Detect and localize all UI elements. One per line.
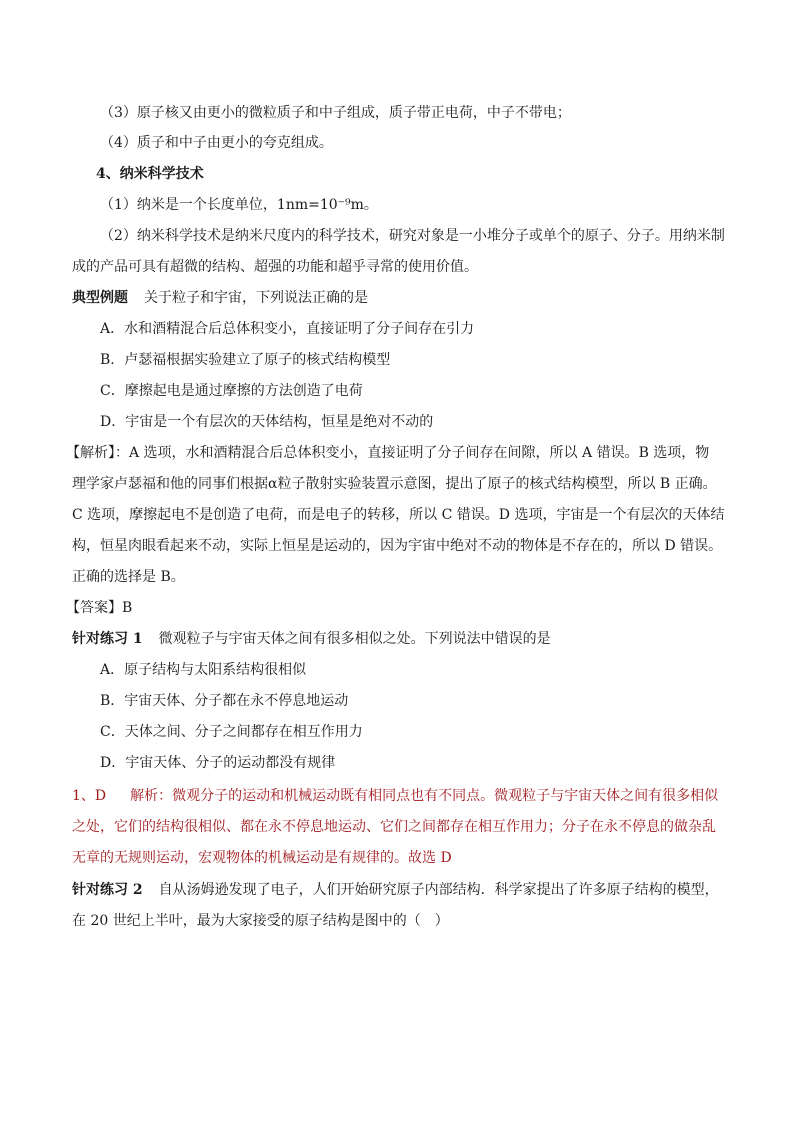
practice1-answer-line xyxy=(72,786,718,806)
option-d: D．宇宙天体、分子的运动都没有规律 xyxy=(100,755,336,771)
practice1-answer-line: 之处，它们的结构很相似、都在永不停息地运动、它们之间都存在相互作用力；分子在永不停息的做杂乱 xyxy=(72,819,716,835)
analysis-line: 【解析】：A 选项，水和酒精混合后总体积变小，直接证明了分子间存在间隙，所以 A 错误。B 选项，物 xyxy=(66,445,710,461)
practice1-question: 微观粒子与宇宙天体之间有很多相似之处。下列说法中错误的是 xyxy=(158,631,551,647)
practice2-label: 针对练习 2 xyxy=(72,882,143,898)
option-a: A．原子结构与太阳系结构很相似 xyxy=(100,662,307,678)
text-line: （1）纳米是一个长度单位，1nm=10⁻⁹m。 xyxy=(100,197,378,213)
analysis-line: 理学家卢瑟福和他的同事们根据α粒子散射实验装置示意图，提出了原子的核式结构模型，所以 B 正确。 xyxy=(72,476,717,492)
analysis-line: 正确的选择是 B。 xyxy=(72,569,185,585)
example-question: 关于粒子和宇宙，下列说法正确的是 xyxy=(144,290,368,306)
analysis-line: C 选项，摩擦起电不是创造了电荷，而是电子的转移，所以 C 错误。D 选项，宇宙是一个有层次的天体结 xyxy=(72,507,725,523)
option-b: B．宇宙天体、分子都在永不停息地运动 xyxy=(100,693,349,709)
text-line: 成的产品可具有超微的结构、超强的功能和超乎寻常的使用价值。 xyxy=(72,259,478,275)
analysis-line: 构，恒星肉眼看起来不动，实际上恒星是运动的，因为宇宙中绝对不动的物体是不存在的，所以 D 错误。 xyxy=(72,538,723,554)
option-b: B．卢瑟福根据实验建立了原子的核式结构模型 xyxy=(100,352,391,368)
practice1-answer-text: 解析：微观分子的运动和机械运动既有相同点也有不同点。微观粒子与宇宙天体之间有很多相似 xyxy=(130,788,719,804)
example-answer: 【答案】B xyxy=(66,600,133,616)
practice1-label: 针对练习 1 xyxy=(72,631,143,647)
text-line: （4）质子和中子由更小的夸克组成。 xyxy=(100,135,333,151)
option-a: A．水和酒精混合后总体积变小，直接证明了分子间存在引力 xyxy=(100,321,475,337)
example-question-line xyxy=(72,288,368,308)
practice1-answer-prefix: 1、D xyxy=(72,788,107,804)
option-d: D．宇宙是一个有层次的天体结构，恒星是绝对不动的 xyxy=(100,414,434,430)
text-line: （3）原子核又由更小的微粒质子和中子组成，质子带正电荷，中子不带电； xyxy=(100,105,571,121)
option-c: C．天体之间、分子之间都存在相互作用力 xyxy=(100,724,363,740)
practice1-answer-line: 无章的无规则运动，宏观物体的机械运动是有规律的。故选 D xyxy=(72,850,452,866)
practice2-question-line xyxy=(72,880,719,900)
practice1-question-line xyxy=(72,629,551,649)
option-c: C．摩擦起电是通过摩擦的方法创造了电荷 xyxy=(100,383,363,399)
practice2-question: 自从汤姆逊发现了电子，人们开始研究原子内部结构．科学家提出了许多原子结构的模型， xyxy=(158,882,719,898)
section-heading: 4、纳米科学技术 xyxy=(96,166,204,182)
practice2-question-continued: 在 20 世纪上半叶，最为大家接受的原子结构是图中的（ ） xyxy=(72,913,449,929)
text-line: （2）纳米科学技术是纳米尺度内的科学技术，研究对象是一小堆分子或单个的原子、分子。用纳米制 xyxy=(100,228,725,244)
example-label: 典型例题 xyxy=(72,290,128,306)
